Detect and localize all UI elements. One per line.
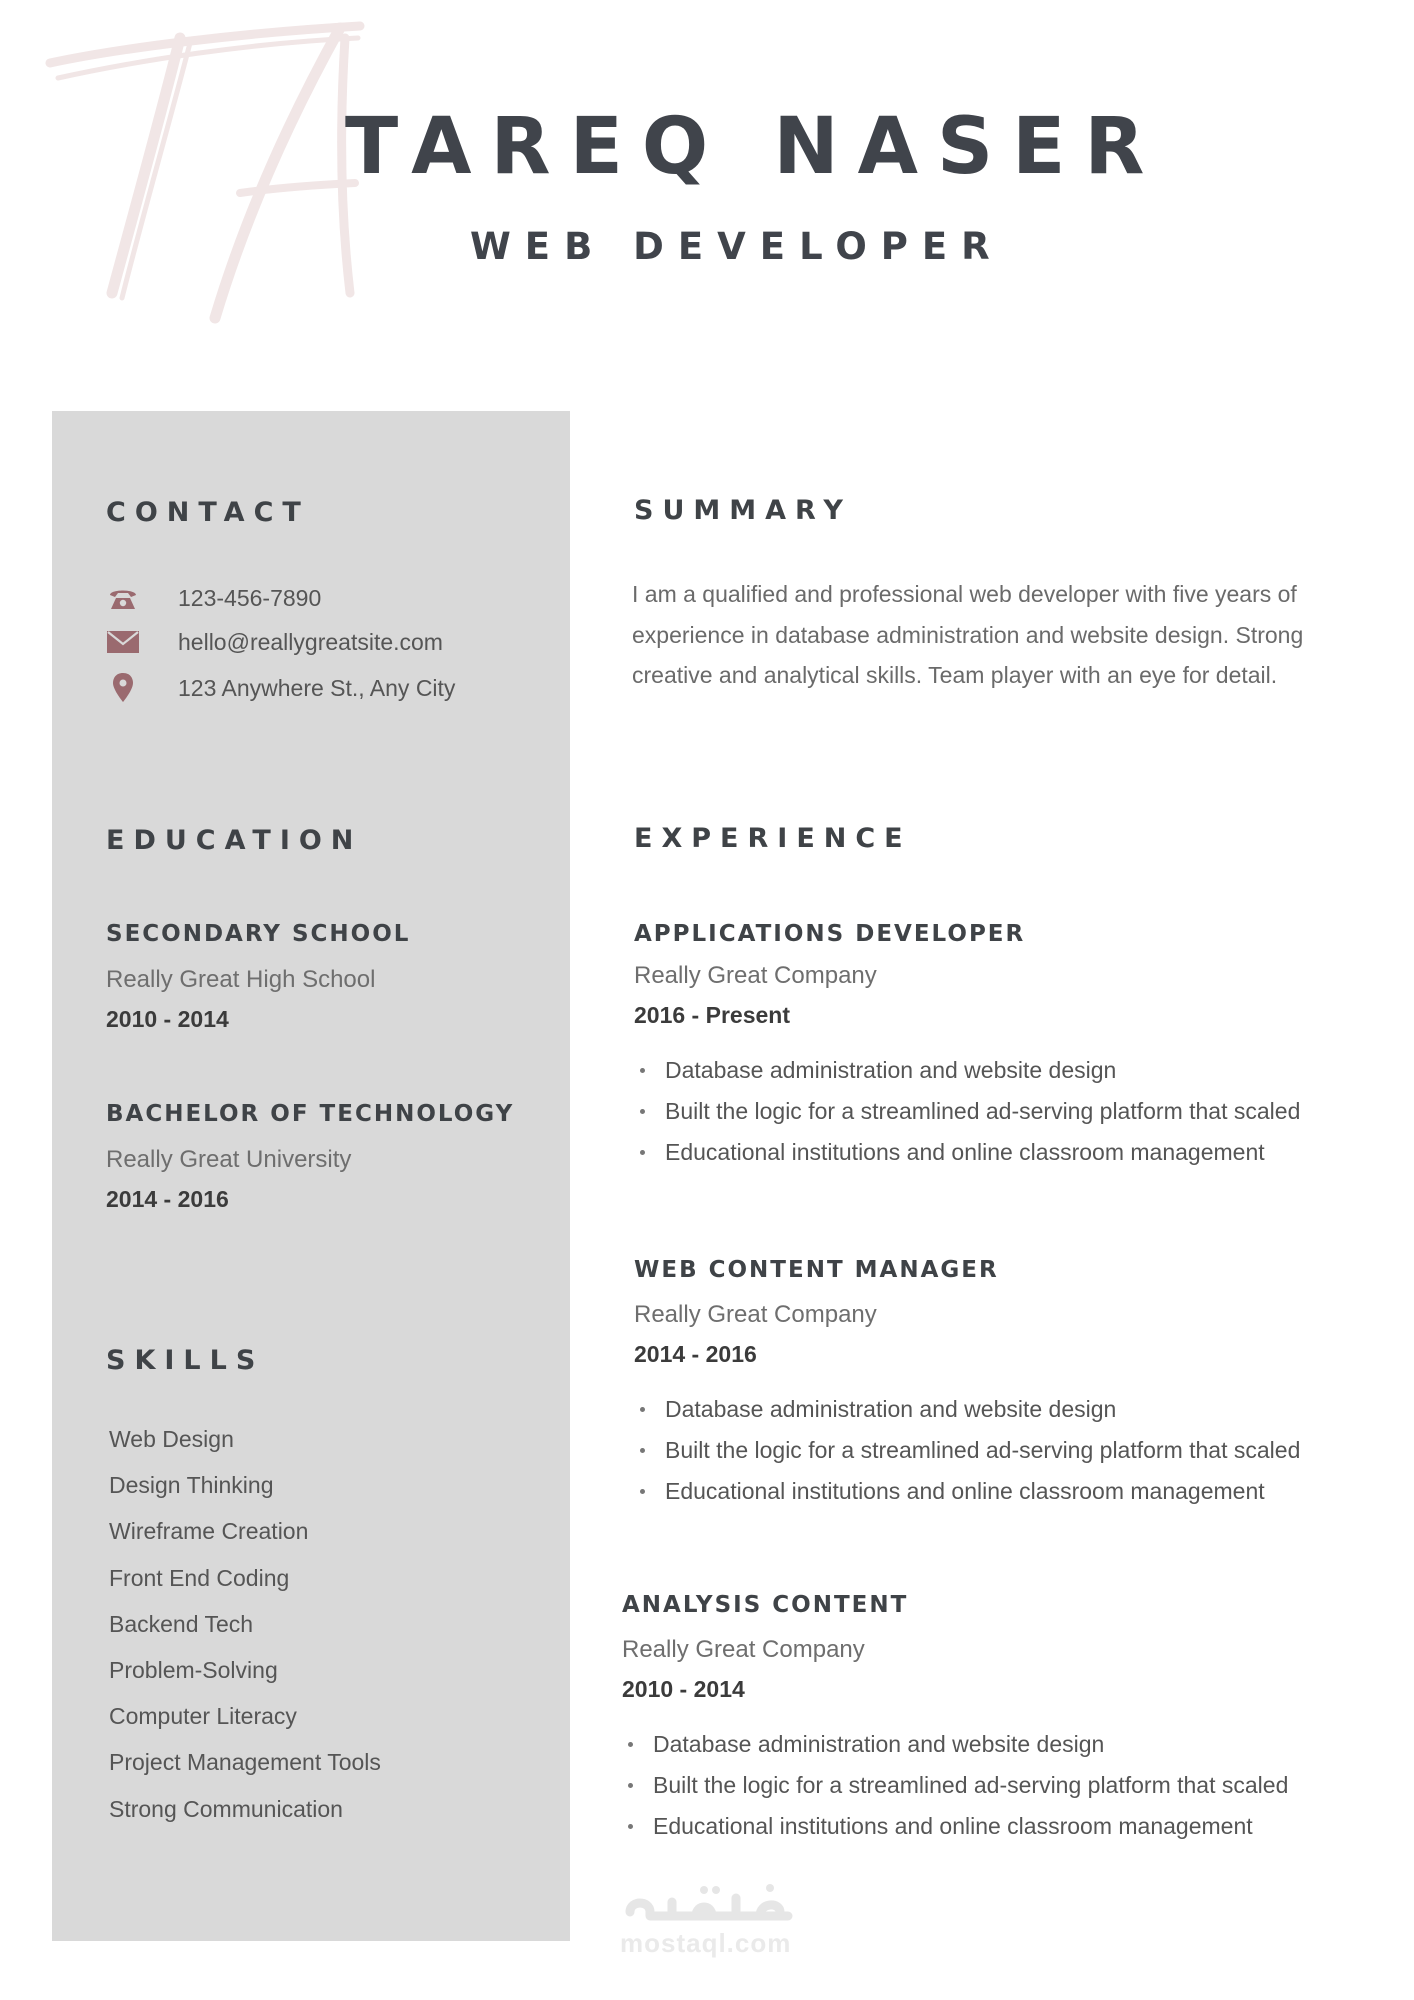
skill-item: Wireframe Creation [109, 1518, 309, 1545]
experience-years: 2016 - Present [634, 1002, 790, 1028]
job-title: WEB DEVELOPER [470, 225, 1004, 268]
experience-bullets [622, 1729, 1288, 1852]
phone-number: 123-456-7890 [178, 584, 322, 611]
experience-bullets [634, 1055, 1300, 1178]
skills-heading: SKILLS [106, 1345, 265, 1376]
contact-heading: CONTACT [106, 497, 310, 528]
experience-years: 2014 - 2016 [634, 1341, 757, 1367]
education-years: 2014 - 2016 [106, 1186, 229, 1212]
bullet-item: Built the logic for a streamlined ad-serving platform that scaled [622, 1770, 1288, 1811]
experience-company: Really Great Company [622, 1636, 865, 1663]
contact-phone [105, 581, 322, 615]
bullet-item: Educational institutions and online classroom management [634, 1476, 1300, 1517]
skill-item: Problem-Solving [109, 1656, 278, 1683]
bullet-item: Database administration and website design [622, 1729, 1288, 1770]
experience-job-title: APPLICATIONS DEVELOPER [634, 921, 1026, 947]
experience-company: Really Great Company [634, 1301, 877, 1328]
street-address: 123 Anywhere St., Any City [178, 674, 456, 701]
skills-list [109, 1424, 381, 1840]
education-institution: Really Great High School [106, 966, 376, 993]
education-heading: EDUCATION [106, 825, 363, 856]
summary-heading: SUMMARY [634, 495, 852, 526]
bullet-item: Built the logic for a streamlined ad-serving platform that scaled [634, 1096, 1300, 1137]
email-address: hello@reallygreatsite.com [178, 628, 443, 655]
skill-item: Design Thinking [109, 1472, 274, 1499]
bullet-item: Educational institutions and online classroom management [622, 1811, 1288, 1852]
location-pin-icon [105, 671, 141, 705]
skill-item: Front End Coding [109, 1564, 290, 1591]
education-institution: Really Great University [106, 1146, 352, 1173]
education-years: 2010 - 2014 [106, 1006, 229, 1032]
bullet-item: Database administration and website design [634, 1055, 1300, 1096]
contact-email [105, 625, 443, 659]
experience-heading: EXPERIENCE [634, 823, 912, 854]
experience-company: Really Great Company [634, 962, 877, 989]
mail-icon [105, 625, 141, 659]
skill-item: Computer Literacy [109, 1703, 297, 1730]
watermark [620, 1878, 800, 1959]
education-degree: SECONDARY SCHOOL [106, 921, 411, 947]
mostaql-logo [620, 1878, 800, 1926]
experience-years: 2010 - 2014 [622, 1676, 745, 1702]
phone-icon [105, 581, 141, 615]
skill-item: Web Design [109, 1426, 234, 1452]
contact-address [105, 671, 456, 705]
experience-job-title: WEB CONTENT MANAGER [634, 1257, 999, 1283]
bullet-item: Educational institutions and online classroom management [634, 1137, 1300, 1178]
bullet-item: Built the logic for a streamlined ad-serving platform that scaled [634, 1435, 1300, 1476]
education-degree: BACHELOR OF TECHNOLOGY [106, 1101, 515, 1127]
summary-text: I am a qualified and professional web developer with five years of experience in database administration and website design. Strong creative and analytical skills. Team player with an eye for detail. [632, 581, 1304, 688]
watermark-text: mostaql.com [620, 1928, 792, 1958]
skill-item: Backend Tech [109, 1610, 254, 1637]
bullet-item: Database administration and website design [634, 1394, 1300, 1435]
experience-bullets [634, 1394, 1300, 1517]
candidate-name: TAREQ NASER [345, 102, 1164, 192]
skill-item: Project Management Tools [109, 1749, 381, 1776]
skill-item: Strong Communication [109, 1795, 343, 1822]
experience-job-title: ANALYSIS CONTENT [622, 1592, 909, 1618]
